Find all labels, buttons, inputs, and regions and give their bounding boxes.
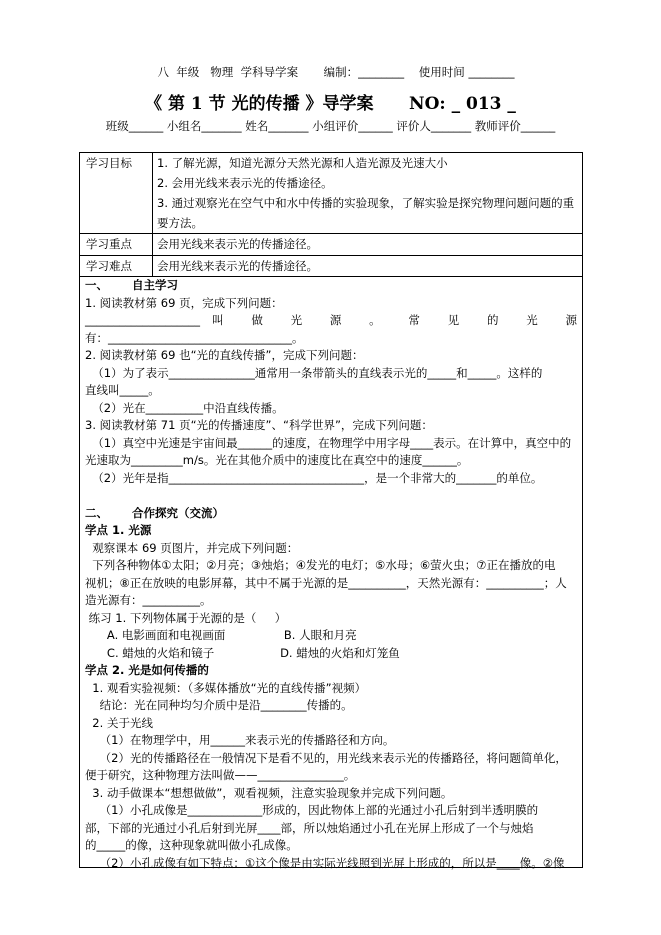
exercise-question: 练习 1. 下列物体属于光源的是（ ） xyxy=(85,610,287,625)
fill-blank-line: 直线叫_____。 xyxy=(85,383,160,397)
fill-blank-line: （1）小孔成像是_____________形成的，因此物体上部的光通过小孔后射到半透明膜的 xyxy=(85,803,539,817)
key-point: 会用光线来表示光的传播途径。 xyxy=(153,234,583,256)
difficulty-label: 学习难点 xyxy=(80,256,153,277)
fill-blank-line: 便于研究，这种物理方法叫做——_______________。 xyxy=(85,768,356,782)
fill-blank-line: （1）为了表示_______________通常用一条带箭头的直线表示光的_____和_____。这样的 xyxy=(85,365,543,380)
fill-blank-line: （1）真空中光速是宇宙间最______的速度，在物理学中用字母____表示。在计算中，真空中的 xyxy=(85,435,572,450)
student-info-line: 班级______ 小组名_______ 姓名_______ 小组评价______ 评价人_______ 教师评价______ xyxy=(105,119,556,133)
goal-cell xyxy=(153,153,583,234)
fill-blank-line: ____________________叫 做 光 源 。 常 见 的 光 源 xyxy=(85,313,577,327)
subsection-heading: 学点 2. 光是如何传播的 xyxy=(85,663,209,677)
key-label: 学习重点 xyxy=(80,234,153,256)
fill-blank-line: 造光源有：__________。 xyxy=(85,593,212,607)
goal-item: 3. 通过观察光在空气中和水中传播的实验现象，了解实验是探究物理问题问题的重要方法。 xyxy=(157,196,575,230)
fill-blank-line: 的_____的像，这种现象就叫做小孔成像。 xyxy=(85,838,298,852)
study-content xyxy=(79,276,583,868)
goal-item: 2. 会用光线来表示光的传播途径。 xyxy=(157,176,333,190)
fill-blank-line: （2）光年是指__________________________________，是一个非常大的_______的单位。 xyxy=(85,470,543,485)
fill-blank-line: 有：________________________________。 xyxy=(85,330,304,345)
exercise-options: A. 电影画面和电视画面 B. 人眼和月亮 xyxy=(85,628,357,642)
fill-blank-line: （2）光在__________中沿直线传播。 xyxy=(85,400,284,415)
page-title: 《 第 1 节 光的传播 》导学案 NO: _ 013 _ xyxy=(145,94,516,114)
subsection-heading: 学点 1. 光源 xyxy=(85,523,152,537)
fill-blank-line: 视机；⑧正在放映的电影屏幕，其中不属于光源的是__________，天然光源有：__________；人 xyxy=(85,575,567,590)
text-line: 1. 阅读教材第 69 页，完成下列问题： xyxy=(85,295,283,310)
fill-blank-line: 光速取为_________m/s。光在其他介质中的速度比在真空中的速度______。 xyxy=(85,453,469,467)
fill-blank-line: 部，下部的光通过小孔后射到光屏____部，所以烛焰通过小孔在光屏上形成了一个与烛焰 xyxy=(85,820,534,835)
section-heading: 二、 合作探究（交流） xyxy=(85,505,225,520)
fill-blank-line: （1）在物理学中，用______来表示光的传播路径和方向。 xyxy=(85,733,395,747)
header-info-line: 八 年级 物理 学科导学案 编制：________ 使用时间 ________ xyxy=(146,65,515,79)
goal-label: 学习目标 xyxy=(80,153,153,234)
difficulty-point: 会用光线来表示光的传播途径。 xyxy=(153,256,583,277)
section-heading: 一、 自主学习 xyxy=(85,278,179,292)
text-line: 2. 关于光线 xyxy=(85,715,153,730)
text-line: （2）光的传播路径在一般情况下是看不见的，用光线来表示光的传播路径，将问题简单化， xyxy=(85,750,567,765)
fill-blank-line: （2）小孔成像有如下特点：①这个像是由实际光线照到光屏上形成的，所以是____像。②像 xyxy=(85,855,565,870)
text-line: 3. 动手做课本“想想做做”，观看视频，注意实验现象并完成下列问题。 xyxy=(85,785,453,800)
text-line: 3. 阅读教材第 71 页“光的传播速度”、“科学世界”，完成下列问题： xyxy=(85,418,433,432)
objectives-table xyxy=(79,152,583,277)
goal-item: 1. 了解光源，知道光源分天然光源和人造光源及光速大小 xyxy=(157,156,448,170)
exercise-options: C. 蜡烛的火焰和镜子 D. 蜡烛的火焰和灯笼鱼 xyxy=(85,645,400,660)
fill-blank-line: 结论：光在同种均匀介质中是沿________传播的。 xyxy=(85,698,353,712)
text-line: 2. 阅读教材第 69 也“光的直线传播”，完成下列问题： xyxy=(85,348,364,362)
text-line: 1. 观看实验视频：（多媒体播放“光的直线传播”视频） xyxy=(85,680,367,695)
text-line: 观察课本 69 页图片，并完成下列问题： xyxy=(85,540,299,555)
text-line: 下列各种物体①太阳；②月亮；③烛焰；④发光的电灯；⑤水母；⑥萤火虫；⑦正在播放的电 xyxy=(85,558,556,572)
